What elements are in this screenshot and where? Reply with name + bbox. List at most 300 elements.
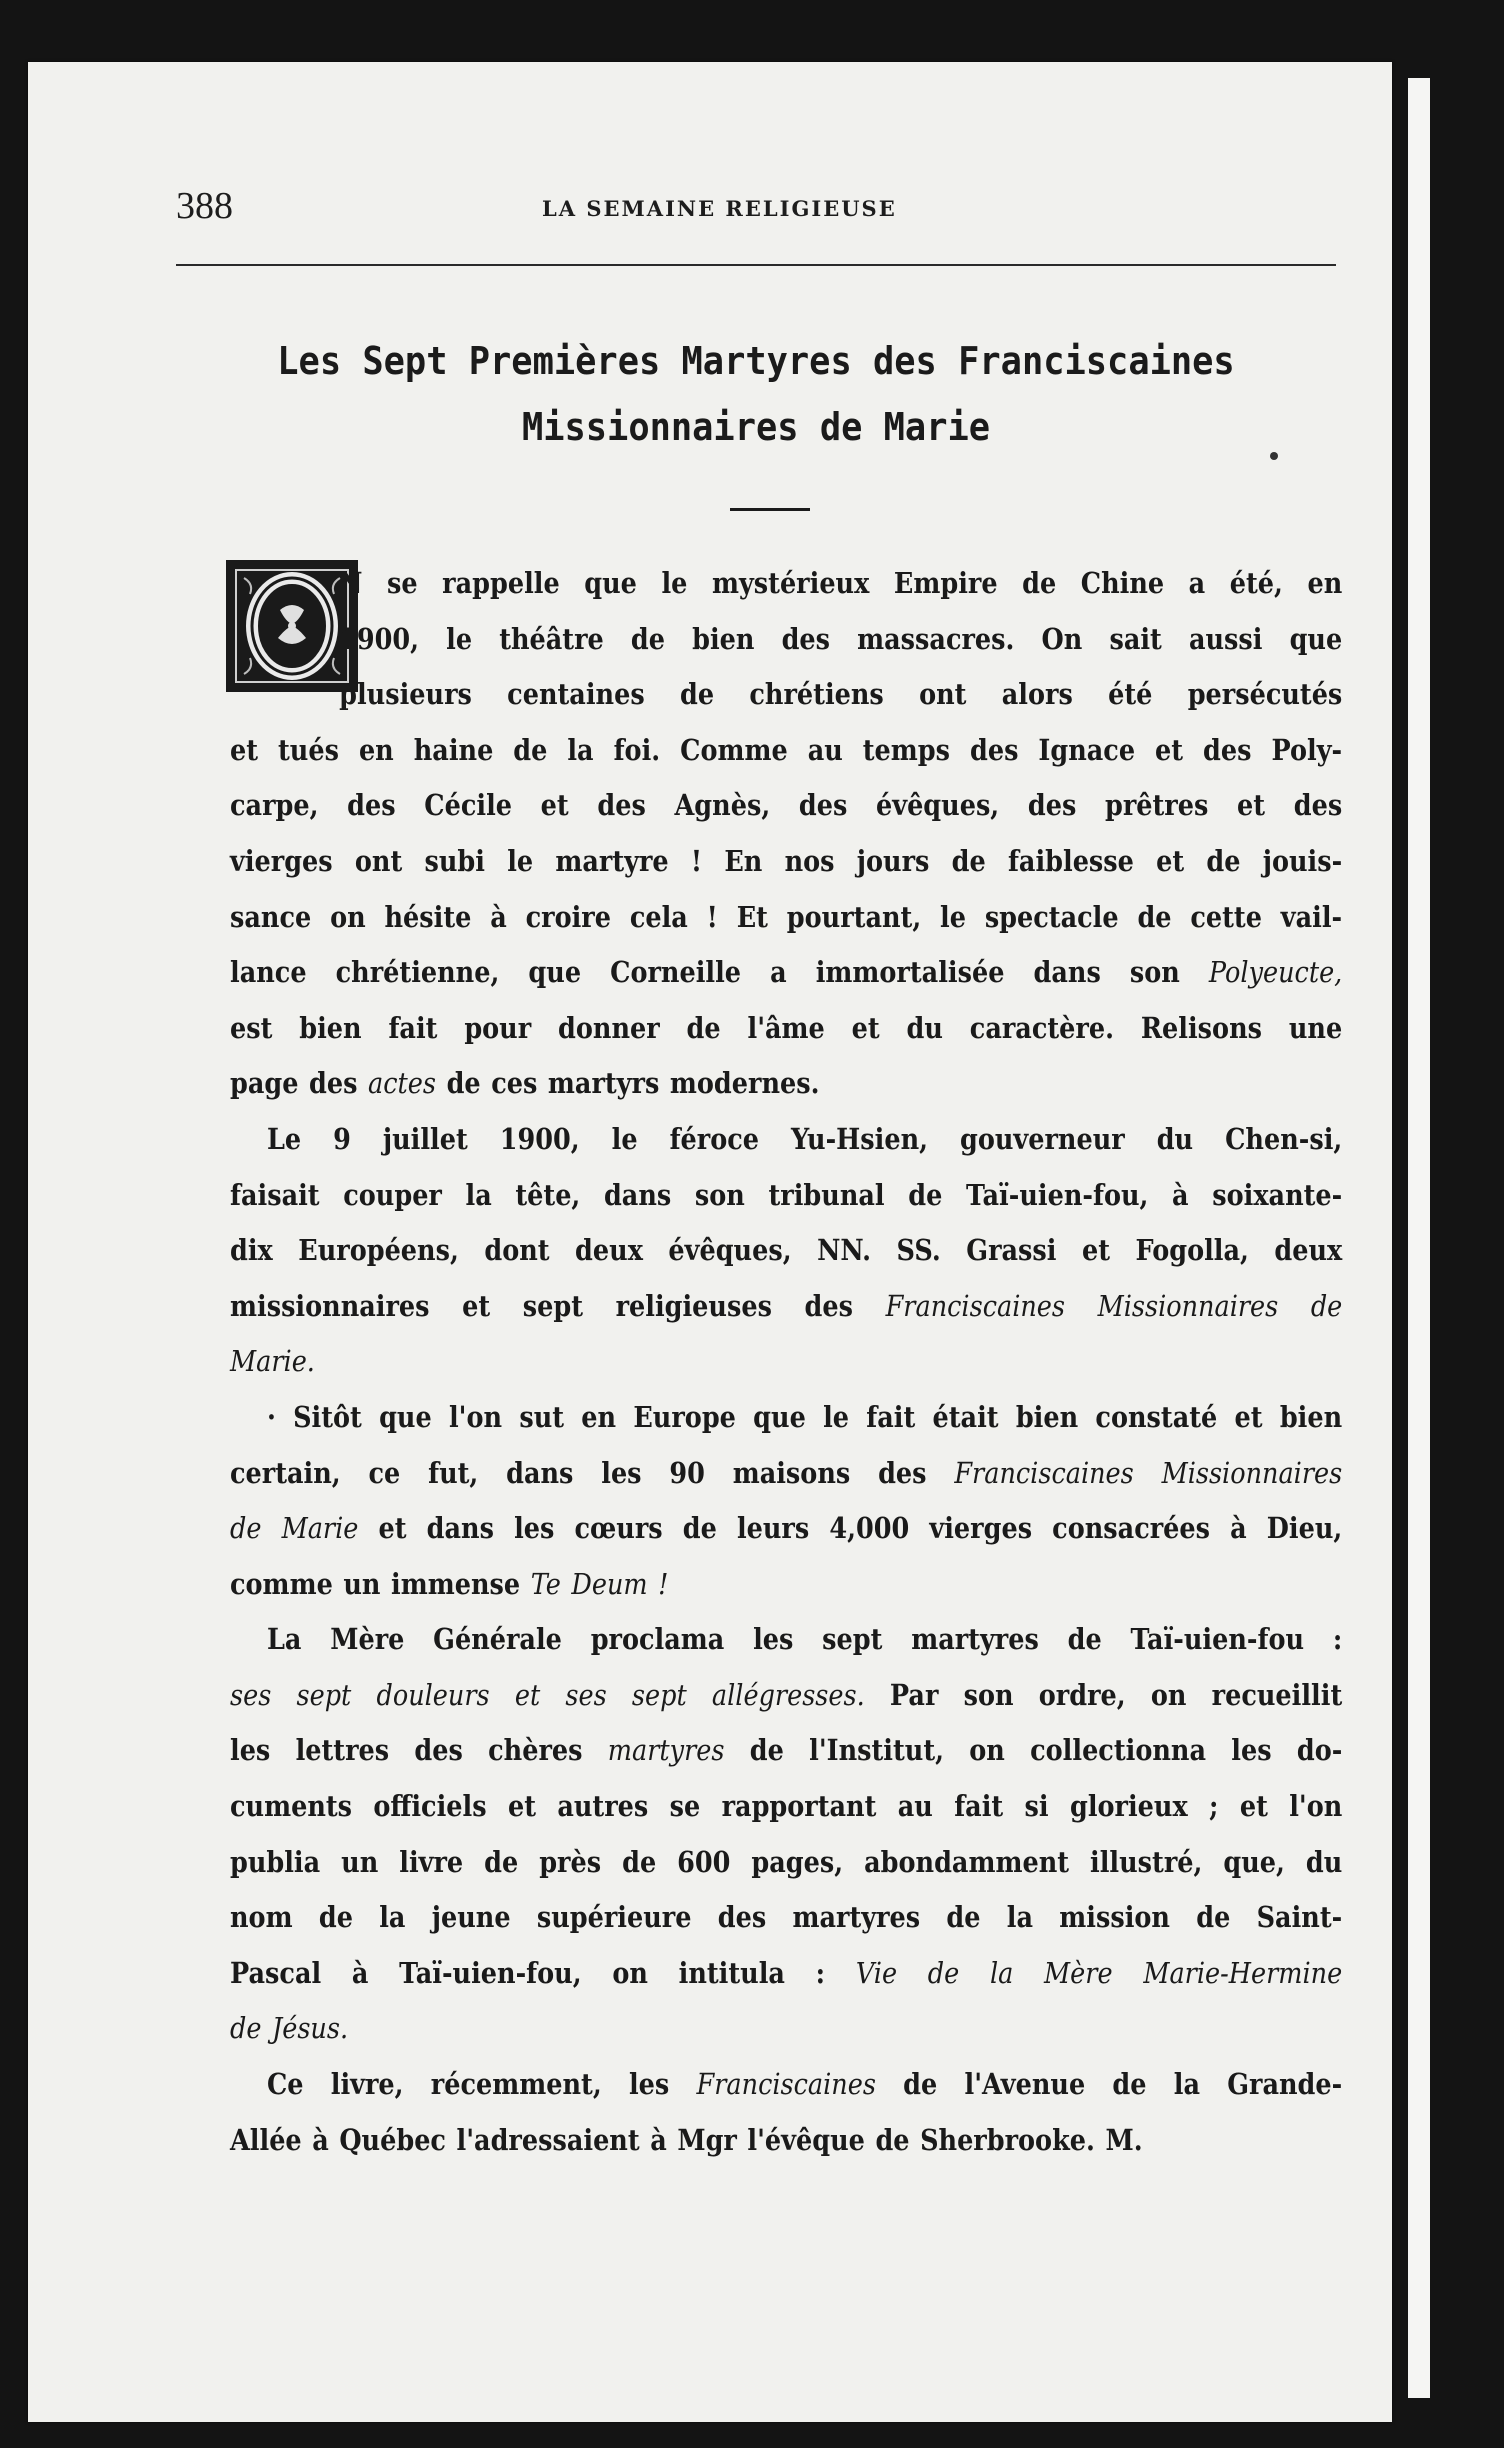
word: fait [388, 1010, 438, 1045]
word: Européens, [298, 1233, 459, 1268]
word: et [1156, 843, 1185, 878]
word: religieuses [615, 1288, 772, 1323]
word: jours [856, 843, 930, 878]
word: bien [1015, 1399, 1079, 1434]
text-line [230, 890, 1342, 946]
word: on [969, 1733, 1005, 1768]
word: et [507, 1789, 536, 1824]
word: vail- [1280, 899, 1343, 934]
word: été [1108, 677, 1153, 712]
word: mystérieux [711, 566, 870, 600]
word: autres [557, 1789, 649, 1824]
word: Ce [266, 2067, 304, 2102]
word: Deum [571, 1566, 648, 1601]
word: un [341, 1844, 379, 1879]
text-line [230, 667, 1342, 723]
word: de [686, 1010, 721, 1045]
word: Québec [339, 2122, 446, 2157]
word: et [378, 1511, 407, 1546]
word: sept [822, 1622, 883, 1657]
word: Empire [893, 566, 998, 600]
word: au [897, 1789, 933, 1824]
word: Te [530, 1566, 561, 1601]
word: actes [368, 1066, 437, 1101]
text-line [230, 1835, 1342, 1891]
word: Le [266, 1121, 302, 1156]
word: Relisons [1140, 1010, 1262, 1045]
word: 9 [333, 1121, 351, 1156]
word: sance [230, 899, 312, 934]
word: Poly- [1271, 732, 1343, 767]
word: récemment, [430, 2067, 602, 2102]
word: officiels [373, 1789, 487, 1824]
word: la [1006, 1900, 1033, 1935]
word: en [358, 732, 394, 767]
word: persécutés [1187, 677, 1343, 712]
word: En [724, 843, 763, 878]
word: Agnès, [674, 788, 771, 823]
word: donner [558, 1010, 660, 1045]
text-line [230, 1390, 1342, 1446]
word: tête, [515, 1177, 581, 1212]
word: de [230, 1511, 262, 1546]
word: cette [1190, 899, 1262, 934]
word: au [807, 732, 843, 767]
word: Missionnaires [1097, 1288, 1279, 1323]
word: du [906, 1010, 943, 1045]
word: de [1196, 1900, 1231, 1935]
word: Franciscaines [954, 1455, 1134, 1490]
word: que [584, 566, 637, 600]
word: des [414, 1733, 463, 1768]
word: SS. [896, 1233, 941, 1268]
word: gouverneur [960, 1121, 1125, 1156]
word: de [946, 1900, 981, 1935]
word: près [539, 1844, 602, 1879]
word: bien [299, 1010, 362, 1045]
word: de [875, 2122, 910, 2157]
page-header [176, 184, 1336, 240]
word: mission [1059, 1900, 1170, 1935]
word: des [597, 788, 646, 823]
word: NN. [817, 1233, 872, 1268]
word: deux [575, 1233, 643, 1268]
word: supérieure [536, 1900, 692, 1935]
word: haine [413, 732, 494, 767]
word: Allée [230, 2122, 302, 2157]
word: si [1024, 1789, 1049, 1824]
word: illustré, [1090, 1844, 1203, 1879]
title-line-2: Missionnaires de Marie [521, 405, 991, 449]
text-line [230, 2057, 1342, 2113]
word: Dieu, [1266, 1511, 1343, 1546]
word: 90 [669, 1455, 705, 1490]
word: des [309, 1066, 358, 1101]
word: de [749, 1733, 784, 1768]
word: Chen-si, [1225, 1121, 1343, 1156]
word: se [669, 1789, 701, 1824]
word: on [612, 1955, 648, 1990]
word: consacrées [1052, 1511, 1211, 1546]
word: Comme [680, 732, 788, 767]
word: prêtres [1104, 788, 1209, 823]
running-head: LA SEMAINE RELIGIEUSE [542, 196, 897, 221]
text-line [230, 1723, 1342, 1779]
word: Et [736, 899, 768, 934]
word: Saint- [1256, 1900, 1343, 1935]
word: 1900, [339, 621, 420, 656]
word: l'Institut, [809, 1733, 944, 1768]
word: sept [522, 1288, 583, 1323]
word: de [908, 1177, 943, 1212]
text-line [230, 834, 1342, 890]
word: comme [230, 1566, 333, 1601]
word: ! [690, 843, 703, 878]
word: l'Avenue [964, 2067, 1086, 2102]
word: fait [866, 1399, 916, 1434]
word: et [462, 1288, 491, 1323]
word: M. [1105, 2122, 1143, 2157]
header-rule [176, 264, 1336, 266]
word: sut [519, 1399, 565, 1434]
word: sept [296, 1677, 352, 1712]
word: croire [525, 899, 611, 934]
word: de [513, 732, 548, 767]
word: en [581, 1399, 617, 1434]
text-line [230, 612, 1342, 668]
word: vierges [929, 1511, 1033, 1546]
word: des [1027, 788, 1077, 823]
text-line [230, 1056, 1342, 1112]
word: cœurs [574, 1511, 663, 1546]
text-line [230, 1946, 1342, 2002]
word: féroce [669, 1121, 760, 1156]
word: une [1288, 1010, 1343, 1045]
word: rapportant [721, 1789, 877, 1824]
title-rule [730, 508, 810, 511]
word: et [1239, 1789, 1268, 1824]
word: Sherbrooke. [920, 2122, 1095, 2157]
text-line [230, 1779, 1342, 1835]
stray-dot [1270, 452, 1278, 460]
word: à [351, 1955, 369, 1990]
word: des [717, 1900, 767, 1935]
word: de [318, 1900, 353, 1935]
word: immortalisée [815, 955, 1005, 990]
word: et [540, 788, 569, 823]
word: de [1137, 899, 1172, 934]
word: temps [862, 732, 951, 767]
word: les [230, 1733, 271, 1768]
word: martyres [607, 1733, 725, 1768]
word: recueillit [1211, 1677, 1343, 1712]
word: N [339, 566, 363, 600]
word: du [1156, 1121, 1194, 1156]
word: bien [692, 621, 755, 656]
word: collectionna [1030, 1733, 1207, 1768]
word: alors [1001, 677, 1073, 712]
word: cuments [230, 1789, 353, 1824]
word: le [823, 1399, 849, 1434]
word: deux [1274, 1233, 1343, 1268]
word: de [927, 1955, 960, 1990]
text-line [230, 1446, 1342, 1502]
word: on [330, 899, 366, 934]
word: Mère [330, 1622, 405, 1657]
word: 1900, [499, 1121, 580, 1156]
next-page-edge [1408, 78, 1430, 2398]
word: que [1289, 621, 1343, 656]
word: des [878, 1455, 927, 1490]
word: martyres [792, 1900, 921, 1935]
word: la [989, 1955, 1014, 1990]
word: livre, [330, 2067, 404, 2102]
word: les [628, 2067, 670, 2102]
text-line [230, 778, 1342, 834]
word: des [1203, 732, 1252, 767]
word: Mgr [677, 2122, 737, 2157]
word: abondamment [864, 1844, 1070, 1879]
word: Cécile [424, 788, 513, 823]
word: couper [343, 1177, 442, 1212]
word: de [679, 677, 715, 712]
word: on [1150, 1677, 1187, 1712]
word: missionnaires [230, 1288, 430, 1323]
word: le [661, 566, 688, 600]
word: en [1307, 566, 1343, 600]
word: allégresses. [711, 1677, 865, 1712]
word: de [484, 1844, 519, 1879]
word: l'on [448, 1399, 503, 1434]
word: subi [424, 843, 485, 878]
word: des [798, 788, 848, 823]
word: sept [631, 1677, 687, 1712]
text-line [230, 1501, 1342, 1557]
word: l'évêque [747, 2122, 865, 2157]
word: et [230, 732, 259, 767]
word: Franciscaines [885, 1288, 1066, 1323]
word: certain, [230, 1455, 341, 1490]
word: Marie [281, 1511, 359, 1546]
text-line [230, 1223, 1342, 1279]
word: Missionnaires [1161, 1455, 1343, 1490]
word: Grassi [966, 1233, 1057, 1268]
word: évêques, [876, 788, 1000, 823]
text-line [230, 2001, 1342, 2057]
word: le [507, 843, 534, 878]
word: des [347, 788, 396, 823]
word: l'on [1289, 1789, 1343, 1824]
word: la [1173, 2067, 1200, 2102]
word: spectacle [984, 899, 1119, 934]
word: livre [399, 1844, 464, 1879]
word: intitula [678, 1955, 785, 1990]
word: Par [889, 1677, 939, 1712]
word: constaté [1095, 1399, 1218, 1434]
word: vierges [230, 843, 333, 878]
word: à [490, 899, 507, 934]
word: fut, [428, 1455, 479, 1490]
word: ! [658, 1566, 669, 1601]
word: jouis- [1262, 843, 1343, 878]
word: publia [230, 1844, 321, 1879]
word: et [1237, 788, 1266, 823]
word: Taï-uien-fou, [965, 1177, 1149, 1212]
word: dans [426, 1511, 494, 1546]
word: martyre [555, 843, 669, 878]
word: les [1231, 1733, 1272, 1768]
word: était [932, 1399, 999, 1434]
text-line [230, 1279, 1342, 1335]
article-body [230, 556, 1342, 2168]
word: massacres. [857, 621, 1015, 656]
word: nos [784, 843, 835, 878]
word: ! [706, 899, 718, 934]
word: Fogolla, [1135, 1233, 1249, 1268]
word: Corneille [610, 955, 742, 990]
word: des [804, 1288, 853, 1323]
word: tués [278, 732, 339, 767]
word: Pascal [230, 1955, 322, 1990]
word: Grande- [1227, 2067, 1343, 2102]
word: aussi [1188, 621, 1263, 656]
word: et [1155, 732, 1184, 767]
word: Europe [633, 1399, 736, 1434]
word: · [266, 1399, 276, 1434]
word: son [694, 1177, 745, 1212]
word: Franciscaines [696, 2067, 876, 2102]
word: théâtre [499, 621, 604, 656]
word: Chine [1080, 566, 1165, 600]
word: a [770, 955, 787, 990]
word: de [1022, 566, 1057, 600]
word: 4,000 [829, 1511, 910, 1546]
word: rappelle [442, 566, 560, 600]
word: caractère. [969, 1010, 1114, 1045]
word: modernes. [669, 1066, 820, 1101]
word: et [1081, 1233, 1111, 1268]
word: centaines [507, 677, 645, 712]
word: pourtant, [786, 899, 922, 934]
word: Jésus. [272, 2011, 349, 2046]
text-line [230, 1890, 1342, 1946]
word: Polyeucte, [1208, 955, 1343, 990]
word: Marie-Hermine [1143, 1955, 1343, 1990]
text-line [230, 723, 1342, 779]
word: nom [230, 1900, 293, 1935]
word: et [514, 1677, 541, 1712]
word: tribunal [768, 1177, 885, 1212]
word: que [753, 1399, 806, 1434]
word: à [1230, 1511, 1247, 1546]
word: l'adressaient [456, 2122, 640, 2157]
word: sait [1109, 621, 1162, 656]
page-number: 388 [176, 185, 233, 227]
word: hésite [384, 899, 472, 934]
word: du [1305, 1844, 1343, 1879]
word: Générale [433, 1622, 562, 1657]
word: faiblesse [1007, 843, 1134, 878]
word: : [815, 1955, 826, 1990]
word: ses [565, 1677, 607, 1712]
word: glorieux [1069, 1789, 1188, 1824]
word: Taï-uien-fou, [399, 1955, 582, 1990]
word: a [1188, 566, 1206, 600]
word: évêques, [668, 1233, 792, 1268]
text-line [230, 1557, 1342, 1613]
word: page [230, 1066, 299, 1101]
word: pages, [751, 1844, 844, 1879]
word: dont [484, 1233, 550, 1268]
word: été, [1229, 566, 1283, 600]
word: les [514, 1511, 555, 1546]
word: Ignace [1038, 732, 1136, 767]
word: de [1067, 1622, 1102, 1657]
word: proclama [590, 1622, 725, 1657]
word: foi. [613, 732, 661, 767]
text-line [230, 2113, 1342, 2169]
word: à [1172, 1177, 1189, 1212]
word: ses [230, 1677, 272, 1712]
word: Taï-uien-fou [1130, 1622, 1305, 1657]
word: lettres [295, 1733, 390, 1768]
word: et [851, 1010, 880, 1045]
word: de [622, 1844, 657, 1879]
word: On [1041, 621, 1083, 656]
word: Marie. [230, 1344, 315, 1379]
word: la [465, 1177, 492, 1212]
text-line [230, 1112, 1342, 1168]
text-line [230, 1334, 1342, 1390]
word: son [1129, 955, 1180, 990]
word: que [528, 955, 582, 990]
word: le [940, 899, 966, 934]
word: Sitôt [293, 1399, 362, 1434]
word: de [1206, 843, 1241, 878]
word: la [567, 732, 594, 767]
word: soixante- [1212, 1177, 1343, 1212]
word: dans [506, 1455, 574, 1490]
word: faisait [230, 1177, 320, 1212]
word: à [312, 2122, 329, 2157]
word: se [387, 566, 418, 600]
word: et [1234, 1399, 1263, 1434]
word: chrétienne, [335, 955, 500, 990]
word: de [682, 1511, 717, 1546]
word: que, [1223, 1844, 1285, 1879]
word: de [1112, 2067, 1147, 2102]
word: do- [1296, 1733, 1343, 1768]
word: chères [488, 1733, 583, 1768]
word: ce [368, 1455, 401, 1490]
word: de [1310, 1288, 1343, 1323]
word: à [650, 2122, 667, 2157]
word: bien [1279, 1399, 1343, 1434]
word: juillet [382, 1121, 468, 1156]
word: la [379, 1900, 406, 1935]
word: les [753, 1622, 794, 1657]
word: est [230, 1010, 273, 1045]
word: ont [919, 677, 967, 712]
text-line [230, 556, 1342, 612]
word: Mère [1044, 1955, 1113, 1990]
word: un [343, 1566, 381, 1601]
text-line [230, 1668, 1342, 1724]
word: immense [391, 1566, 521, 1601]
word: les [601, 1455, 642, 1490]
word: l'âme [747, 1010, 825, 1045]
word: martyrs [547, 1066, 660, 1101]
